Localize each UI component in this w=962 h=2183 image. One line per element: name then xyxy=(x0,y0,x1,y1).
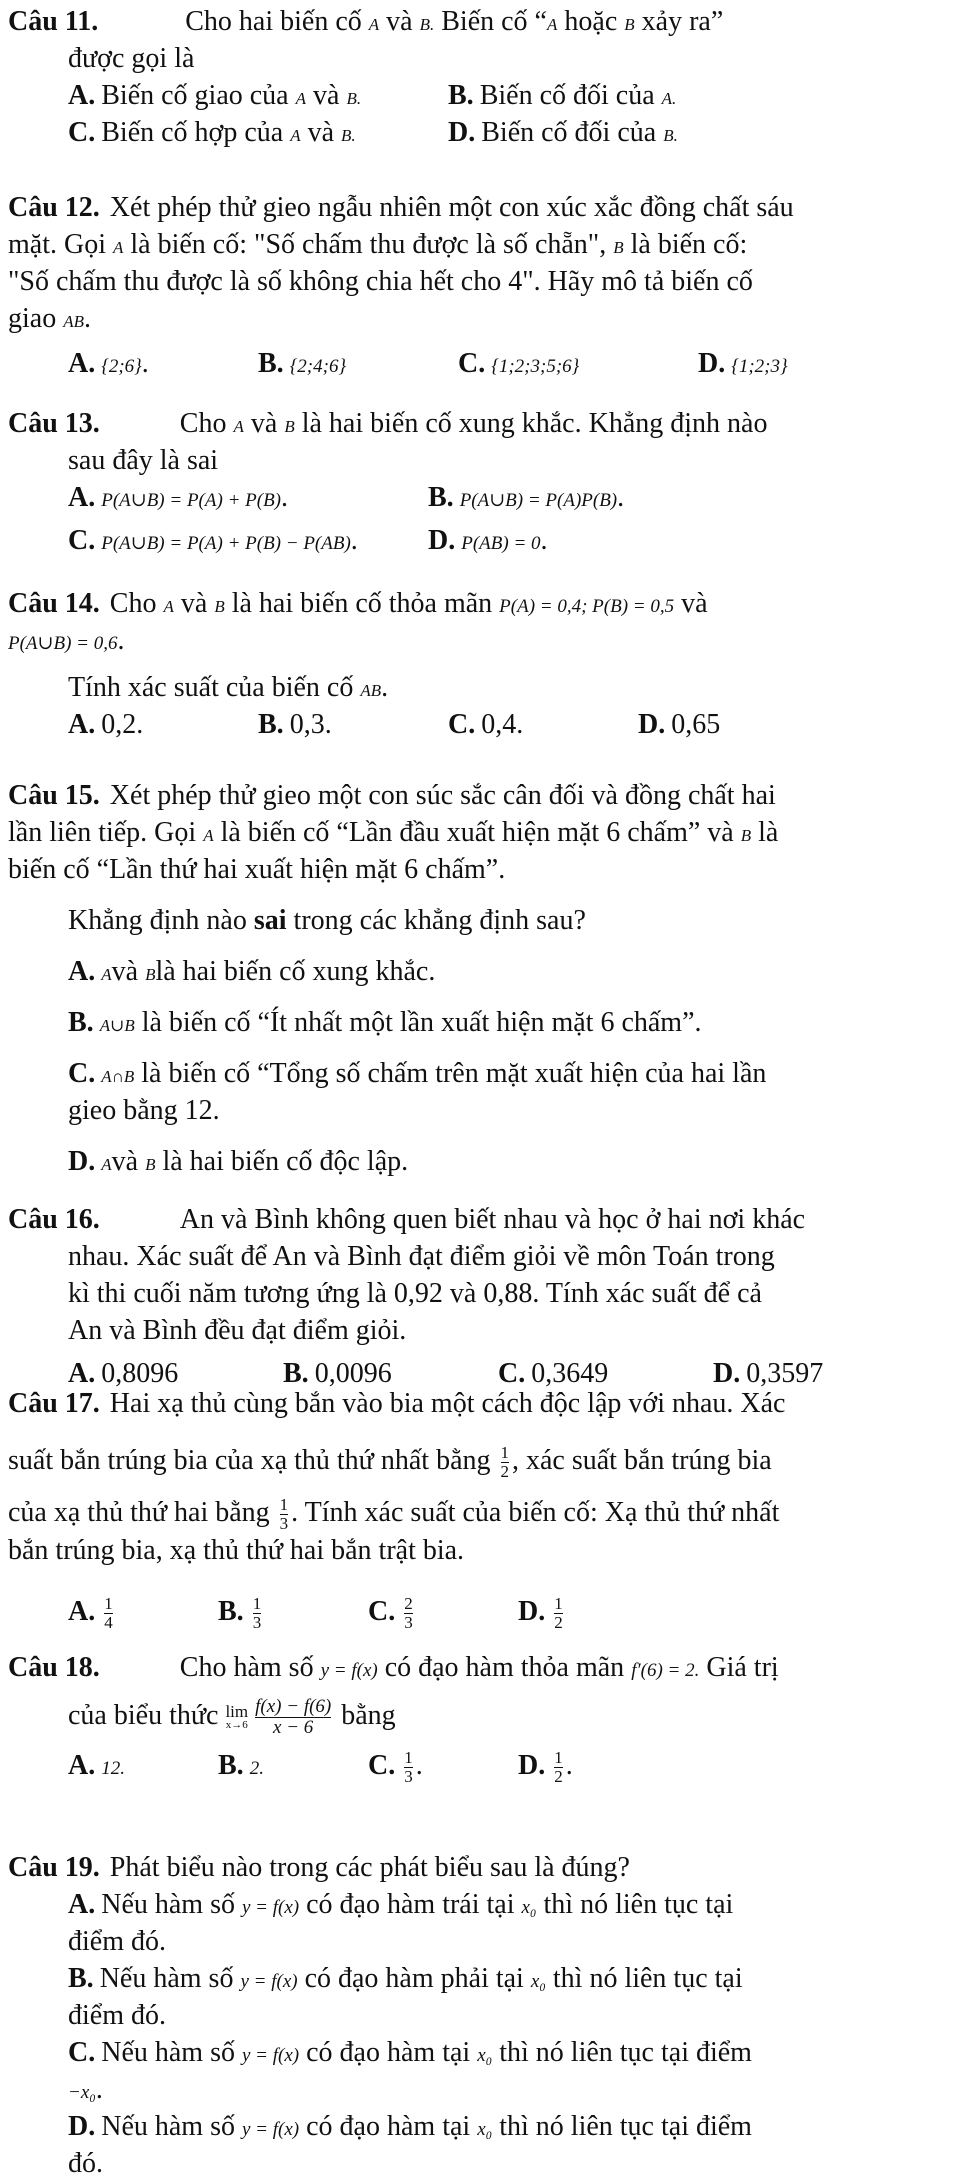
text-span: 0,65 xyxy=(671,708,721,740)
question-label: Câu 14. xyxy=(8,588,100,619)
option-b[interactable] xyxy=(448,78,676,115)
text-span: Xét phép thử gieo ngẫu nhiên một con xúc xắc đồng chất sáu xyxy=(109,192,794,223)
text-span: Giá trị xyxy=(706,1652,779,1683)
text-span: D. xyxy=(638,708,666,740)
text-span: được gọi là xyxy=(68,42,195,74)
text-span: D. xyxy=(68,2110,96,2142)
option-c[interactable] xyxy=(368,1748,518,1786)
text-span: P(A∪B) = 0,6 xyxy=(8,632,118,654)
text-span: B xyxy=(613,237,624,257)
text-span: thì nó liên tục tại điểm xyxy=(499,2036,752,2068)
text-span: P(A∪B) = P(A) + P(B) − P(AB) xyxy=(101,532,351,554)
text-span: A. xyxy=(68,481,96,513)
option-a[interactable] xyxy=(68,1748,218,1786)
text-span: A xyxy=(101,1154,112,1174)
text-span: suất bắn trúng bia của xạ thủ thứ nhất bằng xyxy=(8,1444,491,1476)
question-stem xyxy=(8,1386,958,1423)
text-span: biến cố “Lần thứ hai xuất hiện mặt 6 chấm”. xyxy=(8,853,506,885)
text-span: . xyxy=(565,1749,573,1781)
text-span: B. xyxy=(68,1962,94,1994)
text-span: B. xyxy=(218,1595,244,1627)
text-span: B xyxy=(740,825,752,845)
text-span: A. xyxy=(68,79,96,111)
text-span: {2;4;6} xyxy=(289,355,347,377)
text-span: B. xyxy=(258,347,284,379)
option-d[interactable] xyxy=(448,115,678,152)
text-span: Cho hàm số xyxy=(179,1652,314,1683)
option-d[interactable] xyxy=(428,523,548,560)
option-c[interactable] xyxy=(458,346,698,383)
text-span: bằng xyxy=(341,1699,396,1731)
text-span: A xyxy=(203,825,214,845)
question-stem xyxy=(8,4,958,41)
options xyxy=(8,1748,958,1786)
option-a[interactable] xyxy=(68,346,258,383)
text-span: . xyxy=(117,624,125,656)
text-span: . xyxy=(617,481,625,513)
text-span: A. xyxy=(68,1888,96,1920)
question-stem xyxy=(8,190,958,227)
question-stem xyxy=(8,1202,958,1239)
options xyxy=(8,78,958,152)
text-span: A. xyxy=(68,347,96,379)
text-span: f(x) − f(6) xyxy=(255,1695,332,1717)
text-span: sau đây là sai xyxy=(68,444,219,476)
question-label: Câu 15. xyxy=(8,780,100,811)
text-span: 1 xyxy=(404,1748,413,1768)
text-span: là xyxy=(758,816,779,848)
text-span: . xyxy=(281,481,289,513)
text-span: là biến cố “Ít nhất một lần xuất hiện mặt 6 chấm”. xyxy=(141,1006,702,1038)
text-span: 1 xyxy=(500,1443,509,1463)
text-span: C. xyxy=(68,2036,96,2068)
question-18 xyxy=(8,1650,958,1786)
text-span: điểm đó. xyxy=(68,1925,166,1957)
text-span: lần liên tiếp. Gọi xyxy=(8,816,197,848)
option-b[interactable] xyxy=(428,480,624,517)
question-label: Câu 12. xyxy=(8,192,100,223)
text-span: Phát biểu nào trong các phát biểu sau là đúng? xyxy=(109,1852,630,1883)
text-span: . xyxy=(415,1749,423,1781)
text-span: và xyxy=(111,1145,139,1177)
text-span: B xyxy=(214,597,225,616)
text-span: hoặc xyxy=(564,6,618,37)
text-span: nhau. Xác suất để An và Bình đạt điểm giỏi về môn Toán trong xyxy=(68,1240,775,1272)
text-span: là biến cố: xyxy=(630,228,748,260)
question-17 xyxy=(8,1386,958,1632)
text-span: . xyxy=(84,302,91,334)
text-span: Nếu hàm số xyxy=(101,2110,235,2142)
text-span: 1 xyxy=(279,1495,289,1515)
text-span: và xyxy=(313,79,340,111)
question-14 xyxy=(8,586,958,744)
text-span: P(A) = 0,4; P(B) = 0,5 xyxy=(499,596,675,617)
text-span: P(A∪B) = P(A) + P(B) xyxy=(101,489,282,511)
option-c[interactable] xyxy=(8,1056,958,1130)
text-span: C. xyxy=(368,1595,396,1627)
text-span: 3 xyxy=(404,1612,413,1632)
text-span: C. xyxy=(458,347,486,379)
option-a[interactable] xyxy=(68,707,258,744)
text-span: thì nó liên tục tại xyxy=(552,1962,743,1994)
text-span: có đạo hàm tại xyxy=(306,2036,471,2068)
text-span: 3 xyxy=(252,1612,262,1632)
text-span: B. xyxy=(218,1749,244,1781)
options xyxy=(8,480,958,560)
text-span: A xyxy=(290,125,301,145)
text-span: và xyxy=(681,588,708,619)
option-c[interactable] xyxy=(8,2035,958,2109)
text-span: Nếu hàm số xyxy=(101,2036,235,2068)
text-span: điểm đó. xyxy=(68,1999,166,2031)
text-span: gieo bằng 12. xyxy=(68,1094,220,1126)
question-15 xyxy=(8,778,958,1181)
text-span: C. xyxy=(368,1749,396,1781)
option-d[interactable] xyxy=(518,1594,566,1632)
text-span: 0,0096 xyxy=(314,1357,392,1389)
text-span: An và Bình không quen biết nhau và học ở hai nơi khác xyxy=(179,1204,806,1235)
text-span: A xyxy=(547,15,558,34)
text-span: −x₀ xyxy=(68,2081,96,2103)
text-span: . xyxy=(381,671,389,703)
text-span: P(A∪B) = P(A)P(B) xyxy=(459,489,618,511)
question-13 xyxy=(8,406,958,560)
text-span: A xyxy=(233,417,244,436)
text-span: 4 xyxy=(104,1612,113,1632)
text-span: B. xyxy=(258,708,284,740)
question-label: Câu 19. xyxy=(8,1852,100,1883)
text-span: y = f(x) xyxy=(242,2118,300,2140)
question-label: Câu 11. xyxy=(8,6,99,37)
text-span: A. xyxy=(68,1595,96,1627)
text-span: và xyxy=(250,408,278,439)
text-span: là hai biến cố xung khắc. Khẳng định nào xyxy=(301,408,768,439)
options xyxy=(8,1594,958,1632)
text-span: Biến cố hợp của xyxy=(101,116,284,148)
text-span: thì nó liên tục tại điểm xyxy=(499,2110,752,2142)
text-span: D. xyxy=(518,1749,546,1781)
options xyxy=(8,346,958,383)
text-span: B. xyxy=(663,125,678,145)
text-span: P(AB) = 0 xyxy=(461,532,541,554)
text-span: A xyxy=(101,964,112,984)
option-b[interactable] xyxy=(218,1748,368,1786)
option-a[interactable] xyxy=(8,1887,958,1961)
text-span: Biến cố đối của xyxy=(479,79,655,111)
text-span: sai xyxy=(253,904,287,936)
text-span: C. xyxy=(68,116,96,148)
text-span: có đạo hàm trái tại xyxy=(306,1888,515,1920)
text-span: B xyxy=(145,964,156,984)
question-label: Câu 17. xyxy=(8,1388,100,1419)
text-span: có đạo hàm phải tại xyxy=(304,1962,524,1994)
text-span: C. xyxy=(68,524,96,556)
text-span: C. xyxy=(448,708,476,740)
text-span: và xyxy=(180,588,208,619)
option-b[interactable] xyxy=(8,1961,958,2035)
text-span: 0,3. xyxy=(289,708,332,740)
question-stem xyxy=(8,1850,958,1887)
text-span: và xyxy=(111,955,139,987)
text-span: 3 xyxy=(279,1513,289,1533)
text-span: x − 6 xyxy=(273,1716,314,1738)
question-stem xyxy=(8,406,958,443)
text-span: Biến cố “ xyxy=(441,6,547,37)
text-span: {1;2;3} xyxy=(731,355,788,377)
text-span: A xyxy=(368,15,380,34)
text-span: xảy ra” xyxy=(641,6,724,37)
text-span: giao xyxy=(8,302,57,334)
text-span: D. xyxy=(713,1357,741,1389)
text-span: B. xyxy=(283,1357,309,1389)
text-span: Nếu hàm số xyxy=(101,1888,235,1920)
text-span: An và Bình đều đạt điểm giỏi. xyxy=(68,1314,407,1346)
text-span: 0,3597 xyxy=(746,1357,824,1389)
text-span: 0,8096 xyxy=(101,1357,179,1389)
text-span: đó. xyxy=(68,2147,103,2179)
text-span: A. xyxy=(68,1749,96,1781)
question-stem xyxy=(8,1650,958,1687)
text-span: {2;6} xyxy=(101,355,142,377)
text-span: y = f(x) xyxy=(320,1660,378,1681)
option-a[interactable] xyxy=(68,480,428,517)
text-span: D. xyxy=(518,1595,546,1627)
text-span: Biến cố giao của xyxy=(101,79,289,111)
text-span: và xyxy=(386,6,413,37)
text-span: x₀ xyxy=(477,2118,493,2140)
text-span: x₀ xyxy=(521,1896,537,1918)
question-19 xyxy=(8,1850,958,2183)
text-span: Cho xyxy=(109,588,157,619)
text-span: D. xyxy=(428,524,456,556)
text-span: . xyxy=(141,347,149,379)
text-span: x₀ xyxy=(530,1970,546,1992)
text-span: B. xyxy=(419,15,435,34)
text-span: AB xyxy=(63,311,84,331)
option-c[interactable] xyxy=(68,523,428,560)
text-span: B. xyxy=(448,79,474,111)
text-span: A∩B xyxy=(101,1066,135,1086)
text-span: và xyxy=(307,116,335,148)
text-span: Cho xyxy=(179,408,227,439)
text-span: . xyxy=(350,524,358,556)
option-b[interactable] xyxy=(218,1594,368,1632)
question-stem xyxy=(8,778,958,815)
text-span: 2 xyxy=(554,1612,563,1632)
option-c[interactable] xyxy=(368,1594,518,1632)
option-d[interactable] xyxy=(638,707,720,744)
option-c[interactable] xyxy=(448,707,638,744)
text-span: A. xyxy=(68,1357,96,1389)
text-span: f′(6) = 2. xyxy=(631,1660,700,1681)
text-span: y = f(x) xyxy=(242,1896,300,1918)
text-span: A. xyxy=(68,955,96,987)
text-span: . xyxy=(95,2073,103,2105)
option-d[interactable] xyxy=(698,346,788,383)
text-span: Xét phép thử gieo một con súc sắc cân đối và đồng chất hai xyxy=(109,780,776,811)
text-span: là hai biến cố độc lập. xyxy=(162,1145,409,1177)
text-span: {1;2;3;5;6} xyxy=(491,355,580,377)
text-span: 1 xyxy=(252,1593,262,1613)
text-span: x₀ xyxy=(477,2044,493,2066)
option-c[interactable] xyxy=(68,115,448,152)
text-span: x→6 xyxy=(225,1719,248,1732)
text-span: 1 xyxy=(554,1593,563,1613)
text-span: . xyxy=(540,524,548,556)
text-span: , xác suất bắn trúng bia xyxy=(512,1444,772,1476)
text-span: 3 xyxy=(404,1766,413,1786)
text-span: có đạo hàm tại xyxy=(306,2110,471,2142)
text-span: B xyxy=(284,417,295,436)
text-span: 12. xyxy=(101,1757,125,1779)
text-span: C. xyxy=(498,1357,526,1389)
text-span: Hai xạ thủ cùng bắn vào bia một cách độc lập với nhau. Xác xyxy=(109,1388,786,1419)
text-span: kì thi cuối năm tương ứng là 0,92 và 0,88. Tính xác suất để cả xyxy=(68,1277,762,1309)
text-span: Biến cố đối của xyxy=(481,116,657,148)
text-span: của biểu thức xyxy=(68,1699,219,1731)
text-span: 2 xyxy=(554,1766,563,1786)
text-span: A. xyxy=(661,88,677,108)
question-label: Câu 18. xyxy=(8,1652,100,1683)
option-d[interactable] xyxy=(8,1144,958,1181)
text-span: lim xyxy=(225,1702,249,1722)
text-span: thì nó liên tục tại xyxy=(543,1888,734,1920)
text-span: là biến cố: "Số chấm thu được là số chẵn", xyxy=(130,228,607,260)
text-span: có đạo hàm thỏa mãn xyxy=(384,1652,625,1683)
text-span: A∪B xyxy=(99,1015,135,1035)
text-span: Nếu hàm số xyxy=(99,1962,234,1994)
text-span: y = f(x) xyxy=(242,2044,300,2066)
text-span: Khẳng định nào xyxy=(68,904,247,936)
text-span: . Tính xác suất của biến cố: Xạ thủ thứ nhất xyxy=(291,1496,780,1528)
question-stem xyxy=(8,586,958,623)
text-span: B xyxy=(145,1154,156,1174)
text-span: 2 xyxy=(404,1593,413,1613)
text-span: B. xyxy=(341,125,356,145)
question-label: Câu 16. xyxy=(8,1204,100,1235)
text-span: A xyxy=(295,88,306,108)
option-a[interactable] xyxy=(68,1594,218,1632)
question-label: Câu 13. xyxy=(8,408,100,439)
text-span: B. xyxy=(428,481,454,513)
option-a[interactable] xyxy=(8,954,958,991)
text-span: là hai biến cố thỏa mãn xyxy=(231,588,493,619)
text-span: D. xyxy=(698,347,726,379)
text-span: "Số chấm thu được là số không chia hết cho 4". Hãy mô tả biến cố xyxy=(8,265,753,297)
text-span: D. xyxy=(448,116,476,148)
option-d[interactable] xyxy=(8,2109,958,2183)
text-span: 0,4. xyxy=(481,708,524,740)
text-span: trong các khẳng định sau? xyxy=(293,904,586,936)
text-span: là biến cố “Lần đầu xuất hiện mặt 6 chấm” và xyxy=(220,816,734,848)
text-span: 0,3649 xyxy=(531,1357,609,1389)
text-span: Tính xác suất của biến cố xyxy=(68,671,354,703)
text-span: 2. xyxy=(249,1757,264,1779)
text-span: là hai biến cố xung khắc. xyxy=(155,955,436,987)
option-b[interactable] xyxy=(8,1005,958,1042)
text-span: y = f(x) xyxy=(240,1970,298,1992)
text-span: B. xyxy=(346,88,362,108)
text-span: 1 xyxy=(554,1748,563,1768)
question-12 xyxy=(8,190,958,383)
text-span: C. xyxy=(68,1057,96,1089)
text-span: A xyxy=(163,597,174,616)
text-span: AB xyxy=(360,680,382,700)
text-span: B xyxy=(624,15,635,34)
option-b[interactable] xyxy=(258,707,448,744)
text-span: A. xyxy=(68,708,96,740)
text-span: 1 xyxy=(104,1593,113,1613)
text-span: của xạ thủ thứ hai bằng xyxy=(8,1496,270,1528)
text-span: mặt. Gọi xyxy=(8,228,106,260)
text-span: bắn trúng bia, xạ thủ thứ hai bắn trật bia. xyxy=(8,1534,465,1566)
question-16 xyxy=(8,1202,958,1393)
text-span: Cho hai biến cố xyxy=(185,6,362,37)
text-span: là biến cố “Tổng số chấm trên mặt xuất hiện của hai lần xyxy=(141,1057,767,1089)
option-b[interactable] xyxy=(258,346,458,383)
text-span: 2 xyxy=(500,1462,509,1482)
text-span: A xyxy=(113,237,124,257)
options xyxy=(8,707,958,744)
option-a[interactable] xyxy=(68,78,448,115)
option-d[interactable] xyxy=(518,1748,573,1786)
text-span: 0,2. xyxy=(101,708,144,740)
question-11 xyxy=(8,4,958,152)
text-span: D. xyxy=(68,1145,96,1177)
text-span: B. xyxy=(68,1006,94,1038)
